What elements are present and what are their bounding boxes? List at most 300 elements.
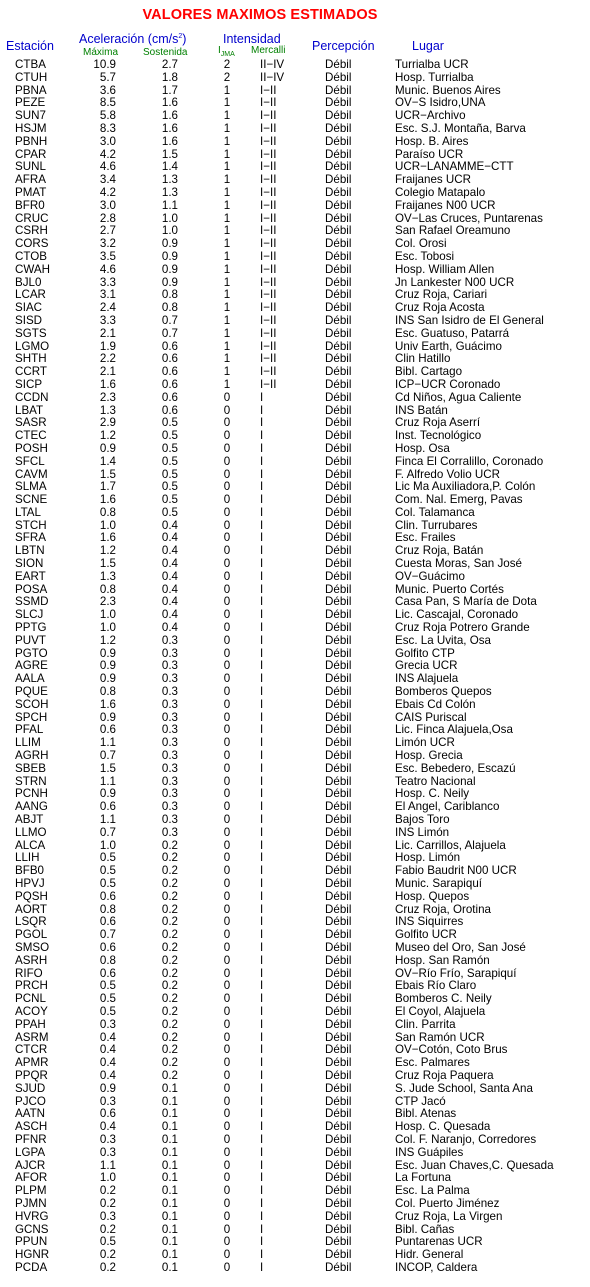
intensidad-mercalli: I <box>260 544 264 558</box>
aceleracion-sostenida: 0.2 <box>161 992 178 1006</box>
station-code: SCOH <box>15 697 49 711</box>
intensidad-ijma: 1 <box>223 301 231 315</box>
percepcion: Débil <box>325 877 352 890</box>
intensidad-ijma: 0 <box>223 1068 231 1082</box>
station-table <box>0 59 590 1275</box>
intensidad-ijma: 0 <box>223 595 231 609</box>
aceleracion-maxima: 1.5 <box>99 761 116 775</box>
percepcion: Débil <box>325 838 352 852</box>
percepcion: Débil <box>325 1184 352 1198</box>
aceleracion-sostenida: 0.3 <box>161 633 178 647</box>
intensidad-ijma: 1 <box>223 185 231 199</box>
aceleracion-sostenida: 0.2 <box>161 979 178 993</box>
lugar: Bomberos C. Neily <box>395 992 492 1006</box>
intensidad-mercalli: I <box>260 659 264 673</box>
lugar: Cruz Roja Paquera <box>395 1068 494 1082</box>
table-row <box>0 289 590 302</box>
header-lugar: Lugar <box>412 39 444 53</box>
station-code: SJUD <box>15 1081 46 1095</box>
lugar: Hidr. General <box>395 1248 464 1262</box>
intensidad-ijma: 0 <box>223 953 231 967</box>
intensidad-ijma: 0 <box>223 1260 231 1274</box>
aceleracion-sostenida: 0.1 <box>161 1158 178 1172</box>
intensidad-mercalli: I <box>260 1171 264 1185</box>
percepcion: Débil <box>325 940 352 954</box>
intensidad-mercalli: I−II <box>260 365 277 379</box>
aceleracion-maxima: 1.2 <box>99 633 116 647</box>
table-row <box>0 878 590 891</box>
aceleracion-sostenida: 0.1 <box>161 1184 178 1198</box>
table-row <box>0 1249 590 1262</box>
intensidad-ijma: 2 <box>223 70 231 84</box>
lugar: Casa Pan, S María de Dota <box>395 595 537 609</box>
lugar: Inst. Tecnológico <box>395 429 482 443</box>
header-estacion: Estación <box>6 39 54 53</box>
percepcion: Débil <box>325 480 352 494</box>
intensidad-ijma: 1 <box>223 173 231 187</box>
aceleracion-sostenida: 0.9 <box>161 249 178 263</box>
aceleracion-sostenida: 0.6 <box>161 377 178 391</box>
aceleracion-sostenida: 0.1 <box>161 1081 178 1095</box>
table-row <box>0 1211 590 1224</box>
table-row <box>0 1172 590 1185</box>
aceleracion-maxima: 0.3 <box>99 1132 116 1146</box>
intensidad-mercalli: I <box>260 928 264 942</box>
intensidad-ijma: 0 <box>223 710 231 724</box>
station-code: ABJT <box>15 813 44 827</box>
intensidad-mercalli: I <box>260 390 264 404</box>
percepcion: Débil <box>325 301 352 315</box>
aceleracion-sostenida: 0.4 <box>161 582 178 596</box>
percepcion: Débil <box>325 1196 352 1210</box>
aceleracion-sostenida: 0.3 <box>161 774 178 788</box>
intensidad-ijma: 0 <box>223 1222 231 1236</box>
aceleracion-maxima: 0.6 <box>99 966 116 980</box>
intensidad-mercalli: I−II <box>260 301 277 315</box>
percepcion: Débil <box>325 1222 352 1236</box>
table-row <box>0 494 590 507</box>
intensidad-ijma: 0 <box>223 774 231 788</box>
percepcion: Débil <box>325 557 352 571</box>
station-code: HPVJ <box>15 877 45 890</box>
station-code: PJMN <box>15 1196 47 1210</box>
intensidad-mercalli: I <box>260 454 264 468</box>
intensidad-mercalli: I <box>260 557 264 571</box>
table-row <box>0 776 590 789</box>
aceleracion-maxima: 1.6 <box>99 493 116 507</box>
percepcion: Débil <box>325 441 352 455</box>
intensidad-ijma: 0 <box>223 672 231 686</box>
intensidad-mercalli: I <box>260 1209 264 1223</box>
intensidad-mercalli: I <box>260 710 264 724</box>
aceleracion-maxima: 5.8 <box>99 109 116 123</box>
intensidad-mercalli: I <box>260 633 264 647</box>
intensidad-ijma: 1 <box>223 249 231 263</box>
aceleracion-maxima: 1.0 <box>99 621 116 635</box>
intensidad-ijma: 0 <box>223 697 231 711</box>
intensidad-mercalli: I−II <box>260 185 277 199</box>
aceleracion-maxima: 1.3 <box>99 403 116 417</box>
station-code: HGNR <box>15 1248 50 1262</box>
lugar: Lic. Finca Alajuela,Osa <box>395 723 513 737</box>
percepcion: Débil <box>325 249 352 263</box>
aceleracion-maxima: 1.0 <box>99 608 116 622</box>
lugar: Lic. Carrillos, Alajuela <box>395 838 506 852</box>
percepcion: Débil <box>325 1004 352 1018</box>
intensidad-mercalli: I <box>260 877 264 890</box>
lugar: Turrialba UCR <box>395 58 469 71</box>
aceleracion-maxima: 2.3 <box>99 390 116 404</box>
lugar: Hosp. Grecia <box>395 749 463 763</box>
percepcion: Débil <box>325 237 352 251</box>
station-code: POSH <box>15 441 48 455</box>
intensidad-mercalli: I−II <box>260 377 277 391</box>
table-row <box>0 622 590 635</box>
intensidad-ijma: 0 <box>223 902 231 916</box>
aceleracion-maxima: 1.4 <box>99 454 116 468</box>
intensidad-mercalli: I <box>260 1132 264 1146</box>
percepcion: Débil <box>325 147 352 161</box>
aceleracion-maxima: 0.5 <box>99 864 116 878</box>
aceleracion-maxima: 0.5 <box>99 877 116 890</box>
aceleracion-sostenida: 0.5 <box>161 441 178 455</box>
intensidad-ijma: 0 <box>223 838 231 852</box>
percepcion: Débil <box>325 390 352 404</box>
intensidad-ijma: 0 <box>223 633 231 647</box>
lugar: Fabio Baudrit N00 UCR <box>395 864 517 878</box>
percepcion: Débil <box>325 1248 352 1262</box>
intensidad-mercalli: I <box>260 441 264 455</box>
intensidad-mercalli: I <box>260 569 264 583</box>
aceleracion-sostenida: 0.1 <box>161 1145 178 1159</box>
station-code: PFAL <box>15 723 44 737</box>
aceleracion-maxima: 2.8 <box>99 211 116 225</box>
aceleracion-sostenida: 0.1 <box>161 1222 178 1236</box>
lugar: Esc. Palmares <box>395 1056 470 1070</box>
table-row <box>0 136 590 149</box>
aceleracion-maxima: 0.8 <box>99 685 116 699</box>
table-row <box>0 993 590 1006</box>
lugar: Com. Nal. Emerg, Pavas <box>395 493 523 507</box>
station-code: SLCJ <box>15 608 44 622</box>
station-code: CTOB <box>15 249 47 263</box>
intensidad-ijma: 0 <box>223 403 231 417</box>
lugar: INS Guápiles <box>395 1145 464 1159</box>
lugar: INS San Isidro de El General <box>395 313 544 327</box>
percepcion: Débil <box>325 1235 352 1249</box>
aceleracion-sostenida: 0.9 <box>161 275 178 289</box>
intensidad-mercalli: I <box>260 697 264 711</box>
aceleracion-maxima: 2.4 <box>99 301 116 315</box>
aceleracion-sostenida: 0.4 <box>161 531 178 545</box>
lugar: Bajos Toro <box>395 813 450 827</box>
lugar: INS Siquirres <box>395 915 464 929</box>
percepcion: Débil <box>325 633 352 647</box>
percepcion: Débil <box>325 377 352 391</box>
table-row <box>0 1185 590 1198</box>
aceleracion-sostenida: 0.1 <box>161 1094 178 1108</box>
aceleracion-maxima: 3.1 <box>99 288 116 302</box>
intensidad-ijma: 0 <box>223 1171 231 1185</box>
lugar: Fraijanes N00 UCR <box>395 198 496 212</box>
table-row <box>0 72 590 85</box>
lugar: Esc. Guatuso, Patarrá <box>395 326 510 340</box>
intensidad-mercalli: I−II <box>260 160 277 174</box>
aceleracion-sostenida: 0.3 <box>161 736 178 750</box>
percepcion: Débil <box>325 672 352 686</box>
aceleracion-maxima: 2.9 <box>99 416 116 430</box>
intensidad-mercalli: I−II <box>260 288 277 302</box>
aceleracion-maxima: 1.2 <box>99 429 116 443</box>
aceleracion-sostenida: 1.6 <box>161 121 178 135</box>
lugar: Clin. Turrubares <box>395 518 478 532</box>
intensidad-ijma: 1 <box>223 365 231 379</box>
station-code: PPAH <box>15 1017 46 1031</box>
percepcion: Débil <box>325 595 352 609</box>
station-code: SCNE <box>15 493 48 507</box>
aceleracion-sostenida: 0.2 <box>161 851 178 865</box>
lugar: UCR−Archivo <box>395 109 466 123</box>
table-row <box>0 571 590 584</box>
intensidad-ijma: 0 <box>223 979 231 993</box>
lugar: Hosp. San Ramón <box>395 953 490 967</box>
intensidad-ijma: 0 <box>223 1107 231 1121</box>
percepcion: Débil <box>325 275 352 289</box>
intensidad-ijma: 0 <box>223 1184 231 1198</box>
aceleracion-maxima: 1.0 <box>99 1171 116 1185</box>
intensidad-mercalli: I <box>260 1081 264 1095</box>
station-code: CORS <box>15 237 49 251</box>
percepcion: Débil <box>325 96 352 110</box>
aceleracion-maxima: 3.3 <box>99 275 116 289</box>
percepcion: Débil <box>325 1171 352 1185</box>
intensidad-ijma: 1 <box>223 326 231 340</box>
station-code: ALCA <box>15 838 46 852</box>
aceleracion-sostenida: 0.2 <box>161 953 178 967</box>
lugar: Munic. Puerto Cortés <box>395 582 504 596</box>
percepcion: Débil <box>325 134 352 148</box>
station-code: PPTG <box>15 621 47 635</box>
percepcion: Débil <box>325 352 352 366</box>
intensidad-ijma: 0 <box>223 723 231 737</box>
table-row <box>0 532 590 545</box>
intensidad-mercalli: I <box>260 531 264 545</box>
lugar: El Coyol, Alajuela <box>395 1004 486 1018</box>
aceleracion-sostenida: 0.3 <box>161 659 178 673</box>
aceleracion-sostenida: 0.3 <box>161 749 178 763</box>
aceleracion-maxima: 0.6 <box>99 1107 116 1121</box>
station-code: GCNS <box>15 1222 49 1236</box>
aceleracion-maxima: 1.0 <box>99 838 116 852</box>
table-row <box>0 724 590 737</box>
lugar: Grecia UCR <box>395 659 458 673</box>
intensidad-ijma: 1 <box>223 313 231 327</box>
aceleracion-sostenida: 1.0 <box>161 211 178 225</box>
station-code: CTCR <box>15 1043 48 1057</box>
aceleracion-sostenida: 0.1 <box>161 1196 178 1210</box>
intensidad-mercalli: I <box>260 646 264 660</box>
aceleracion-sostenida: 0.4 <box>161 544 178 558</box>
lugar: Cuesta Moras, San José <box>395 557 522 571</box>
aceleracion-maxima: 0.4 <box>99 1120 116 1134</box>
aceleracion-maxima: 0.2 <box>99 1222 116 1236</box>
aceleracion-sostenida: 0.5 <box>161 493 178 507</box>
intensidad-mercalli: I <box>260 595 264 609</box>
aceleracion-maxima: 3.0 <box>99 198 116 212</box>
station-code: SPCH <box>15 710 48 724</box>
table-row <box>0 417 590 430</box>
table-row <box>0 1134 590 1147</box>
lugar: Cd Niños, Agua Caliente <box>395 390 522 404</box>
aceleracion-maxima: 0.8 <box>99 582 116 596</box>
percepcion: Débil <box>325 1260 352 1274</box>
intensidad-mercalli: I <box>260 992 264 1006</box>
header-ijma: $I_{JMA}$ <box>218 45 235 58</box>
station-code: LTAL <box>15 505 41 519</box>
aceleracion-sostenida: 0.4 <box>161 621 178 635</box>
intensidad-ijma: 0 <box>223 1158 231 1172</box>
percepcion: Débil <box>325 697 352 711</box>
percepcion: Débil <box>325 813 352 827</box>
station-code: CTUH <box>15 70 48 84</box>
intensidad-mercalli: II−IV <box>260 58 285 71</box>
intensidad-mercalli: I <box>260 1004 264 1018</box>
aceleracion-sostenida: 0.7 <box>161 313 178 327</box>
table-row <box>0 865 590 878</box>
percepcion: Débil <box>325 621 352 635</box>
intensidad-mercalli: I <box>260 915 264 929</box>
station-code: PPQR <box>15 1068 48 1082</box>
aceleracion-maxima: 0.5 <box>99 851 116 865</box>
lugar: Jn Lankester N00 UCR <box>395 275 515 289</box>
aceleracion-maxima: 1.6 <box>99 377 116 391</box>
percepcion: Débil <box>325 864 352 878</box>
lugar: Golfito CTP <box>395 646 455 660</box>
header-aceleracion: Aceleración $(cm/s^2)$ <box>79 32 187 46</box>
aceleracion-maxima: 0.2 <box>99 1196 116 1210</box>
intensidad-mercalli: I <box>260 1094 264 1108</box>
table-row <box>0 97 590 110</box>
intensidad-ijma: 1 <box>223 134 231 148</box>
aceleracion-maxima: 0.8 <box>99 505 116 519</box>
station-code: PLPM <box>15 1184 47 1198</box>
station-code: SUN7 <box>15 109 46 123</box>
intensidad-ijma: 0 <box>223 1081 231 1095</box>
aceleracion-sostenida: 0.1 <box>161 1132 178 1146</box>
table-row <box>0 763 590 776</box>
aceleracion-sostenida: 0.2 <box>161 902 178 916</box>
station-code: PCNH <box>15 787 48 801</box>
aceleracion-maxima: 5.7 <box>99 70 116 84</box>
percepcion: Débil <box>325 966 352 980</box>
intensidad-ijma: 0 <box>223 825 231 839</box>
intensidad-mercalli: I <box>260 825 264 839</box>
lugar: Hosp. B. Aires <box>395 134 469 148</box>
percepcion: Débil <box>325 403 352 417</box>
percepcion: Débil <box>325 339 352 353</box>
aceleracion-sostenida: 0.5 <box>161 454 178 468</box>
intensidad-mercalli: I−II <box>260 352 277 366</box>
lugar: Cruz Roja Potrero Grande <box>395 621 530 635</box>
intensidad-mercalli: I <box>260 749 264 763</box>
intensidad-ijma: 0 <box>223 1017 231 1031</box>
aceleracion-maxima: 0.6 <box>99 915 116 929</box>
intensidad-mercalli: I−II <box>260 326 277 340</box>
intensidad-mercalli: I <box>260 851 264 865</box>
table-row <box>0 814 590 827</box>
station-code: SION <box>15 557 44 571</box>
table-row <box>0 788 590 801</box>
station-code: PBNH <box>15 134 48 148</box>
intensidad-mercalli: I <box>260 736 264 750</box>
aceleracion-sostenida: 0.2 <box>161 877 178 890</box>
table-row <box>0 1096 590 1109</box>
intensidad-mercalli: I <box>260 493 264 507</box>
intensidad-mercalli: I <box>260 1222 264 1236</box>
intensidad-ijma: 0 <box>223 749 231 763</box>
intensidad-mercalli: I <box>260 1248 264 1262</box>
intensidad-mercalli: I <box>260 1120 264 1134</box>
lugar: Hosp. William Allen <box>395 262 495 276</box>
station-code: AGRE <box>15 659 48 673</box>
intensidad-ijma: 1 <box>223 339 231 353</box>
percepcion: Débil <box>325 749 352 763</box>
table-row <box>0 1147 590 1160</box>
table-row <box>0 251 590 264</box>
intensidad-ijma: 0 <box>223 1004 231 1018</box>
aceleracion-sostenida: 1.1 <box>161 198 178 212</box>
lugar: Munic. Buenos Aires <box>395 83 501 97</box>
intensidad-ijma: 0 <box>223 659 231 673</box>
table-row <box>0 238 590 251</box>
aceleracion-maxima: 0.6 <box>99 889 116 903</box>
station-code: HVRG <box>15 1209 49 1223</box>
table-row <box>0 174 590 187</box>
table-row <box>0 1070 590 1083</box>
aceleracion-sostenida: 0.8 <box>161 301 178 315</box>
intensidad-ijma: 0 <box>223 851 231 865</box>
aceleracion-sostenida: 0.3 <box>161 761 178 775</box>
lugar: S. Jude School, Santa Ana <box>395 1081 533 1095</box>
table-row <box>0 59 590 72</box>
intensidad-ijma: 0 <box>223 518 231 532</box>
intensidad-ijma: 0 <box>223 1030 231 1044</box>
intensidad-ijma: 0 <box>223 467 231 481</box>
intensidad-mercalli: I <box>260 1107 264 1121</box>
intensidad-mercalli: I <box>260 1158 264 1172</box>
station-code: PPUN <box>15 1235 48 1249</box>
lugar: OV−S Isidro,UNA <box>395 96 486 110</box>
intensidad-mercalli: I−II <box>260 237 277 251</box>
station-code: LBTN <box>15 544 45 558</box>
lugar: Esc. La Palma <box>395 1184 470 1198</box>
aceleracion-maxima: 0.3 <box>99 1209 116 1223</box>
lugar: Hosp. Limón <box>395 851 461 865</box>
intensidad-mercalli: I <box>260 582 264 596</box>
aceleracion-maxima: 0.3 <box>99 1017 116 1031</box>
intensidad-mercalli: I <box>260 813 264 827</box>
percepcion: Débil <box>325 1094 352 1108</box>
lugar: Bibl. Cañas <box>395 1222 455 1236</box>
intensidad-mercalli: I−II <box>260 249 277 263</box>
station-code: LLIM <box>15 736 41 750</box>
intensidad-mercalli: I <box>260 838 264 852</box>
intensidad-mercalli: I−II <box>260 198 277 212</box>
station-code: SISD <box>15 313 43 327</box>
intensidad-ijma: 0 <box>223 928 231 942</box>
percepcion: Débil <box>325 685 352 699</box>
intensidad-ijma: 0 <box>223 416 231 430</box>
